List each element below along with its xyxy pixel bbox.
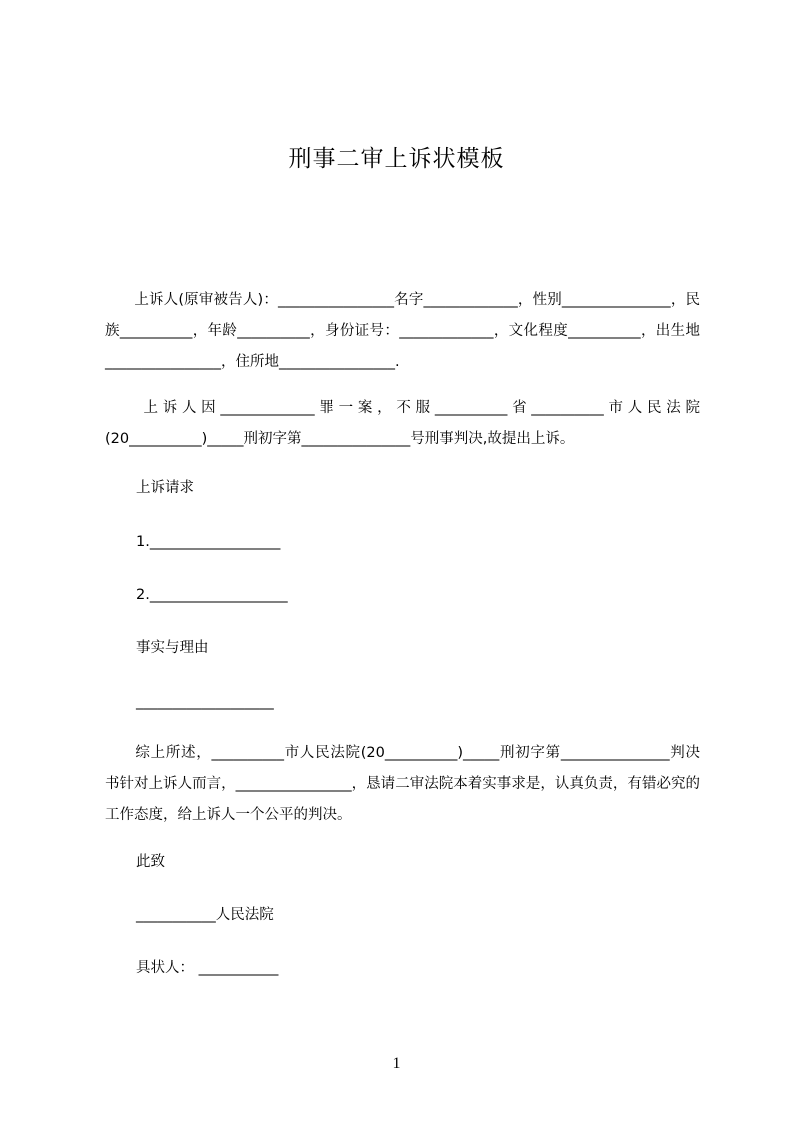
appeal-reason-paragraph: 上诉人因_____________罪一案，不服__________省__________市人民法院(20__________)_____刑初字第_______________号刑事判决,故提出上诉。 — [105, 400, 700, 447]
document-title: 刑事二审上诉状模板 — [288, 146, 505, 172]
facts-heading: 事实与理由 — [136, 640, 209, 656]
court-line: ___________人民法院 — [136, 907, 274, 923]
page-number: 1 — [392, 1055, 401, 1072]
closing-text: 此致 — [136, 854, 165, 870]
appeal-request-heading: 上诉请求 — [136, 480, 194, 496]
facts-blank: ___________________ — [136, 694, 274, 710]
appeal-item-1: 1.__________________ — [136, 534, 281, 550]
appeal-item-2: 2.___________________ — [136, 587, 288, 603]
signer-line: 具状人： ___________ — [136, 960, 279, 976]
appellant-info-paragraph: 上诉人(原审被告人)：________________名字_____________，性别_______________，民族__________，年龄__________，身份证号：_____________，文化程度__________，出生地________________，住所地________________. — [105, 292, 700, 370]
summary-paragraph: 综上所述，__________市人民法院(20__________)_____刑初字第_______________判决书针对上诉人而言，________________，恳请二审法院本着实事求是，认真负责，有错必究的工作态度，给上诉人一个公平的判决。 — [105, 745, 700, 823]
